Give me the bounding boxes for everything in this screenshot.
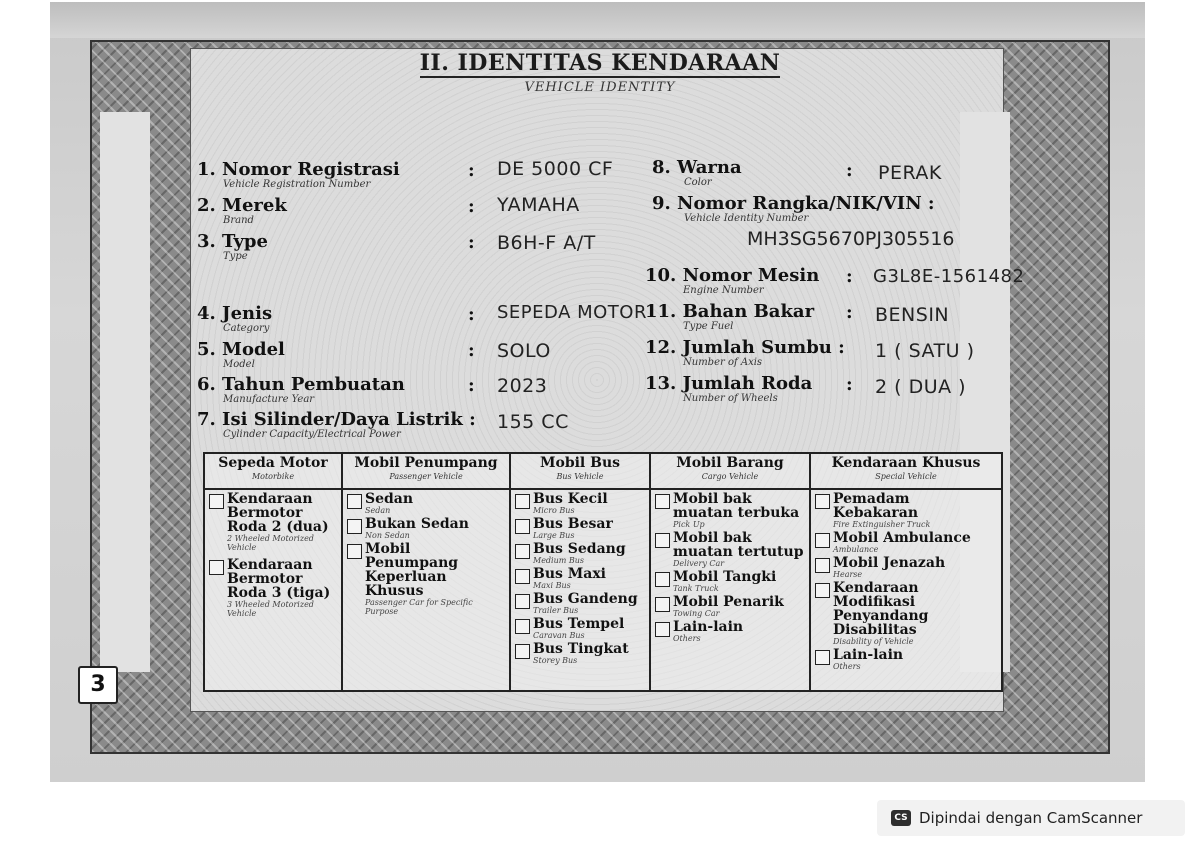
camscanner-text: Dipindai dengan CamScanner bbox=[919, 809, 1143, 827]
registration-value: DE 5000 CF bbox=[497, 158, 614, 180]
colon: : bbox=[846, 302, 853, 323]
model-value: SOLO bbox=[497, 340, 551, 362]
field-label: 2. Merek bbox=[197, 195, 287, 216]
options-motorbike bbox=[204, 489, 342, 691]
camscanner-icon: CS bbox=[891, 810, 911, 826]
field-color bbox=[652, 158, 742, 188]
option-item: Lain-lain Others bbox=[815, 648, 997, 671]
field-label-en: Cylinder Capacity/Electrical Power bbox=[223, 429, 401, 440]
colon: : bbox=[468, 340, 475, 361]
colon: : bbox=[468, 232, 475, 253]
checkbox[interactable] bbox=[209, 494, 224, 509]
option-item: Mobil Penumpang Keperluan Khusus Passenger Car for Specific Purpose bbox=[347, 542, 505, 616]
page-subtitle: VEHICLE IDENTITY bbox=[524, 80, 676, 95]
vin-value: MH3SG5670PJ305516 bbox=[747, 228, 955, 250]
option-item: Mobil bak muatan tertutup Delivery Car bbox=[655, 531, 805, 568]
checkbox[interactable] bbox=[655, 597, 670, 612]
field-label-en: Type Fuel bbox=[683, 321, 734, 332]
colon: : bbox=[468, 196, 475, 217]
year-value: 2023 bbox=[497, 375, 548, 397]
colon: : bbox=[846, 374, 853, 395]
option-item: Mobil Ambulance Ambulance bbox=[815, 531, 997, 554]
checkbox[interactable] bbox=[815, 650, 830, 665]
field-model bbox=[197, 340, 285, 370]
options-passenger bbox=[342, 489, 510, 691]
colon: : bbox=[468, 160, 475, 181]
field-label: 5. Model bbox=[197, 339, 285, 360]
option-item: Bus Tempel Caravan Bus bbox=[515, 617, 645, 640]
colon: : bbox=[468, 375, 475, 396]
col-motorbike: Sepeda Motor Motorbike bbox=[204, 453, 342, 489]
field-wheels bbox=[645, 374, 812, 404]
field-label-en: Vehicle Identity Number bbox=[684, 213, 809, 224]
field-label-en: Number of Axis bbox=[683, 357, 763, 368]
field-label: 9. Nomor Rangka/NIK/VIN : bbox=[652, 193, 935, 214]
page-title: II. IDENTITAS KENDARAAN bbox=[419, 50, 781, 76]
frame-side-left bbox=[100, 112, 150, 672]
option-item: Bukan Sedan Non Sedan bbox=[347, 517, 505, 540]
field-label: 6. Tahun Pembuatan bbox=[197, 374, 405, 395]
checkbox[interactable] bbox=[515, 594, 530, 609]
checkbox[interactable] bbox=[655, 494, 670, 509]
field-label-en: Engine Number bbox=[683, 285, 764, 296]
field-label: 13. Jumlah Roda bbox=[645, 373, 813, 394]
field-label-en: Number of Wheels bbox=[683, 393, 778, 404]
fuel-value: BENSIN bbox=[875, 304, 950, 326]
colon: : bbox=[846, 160, 853, 181]
scan-edge bbox=[50, 2, 1145, 38]
checkbox[interactable] bbox=[515, 494, 530, 509]
field-vin bbox=[652, 194, 935, 224]
colon: : bbox=[468, 304, 475, 325]
option-item: Kendaraan Bermotor Roda 2 (dua) 2 Wheeled Motorized Vehicle bbox=[209, 492, 337, 552]
camscanner-watermark bbox=[877, 800, 1185, 836]
field-engine bbox=[645, 266, 819, 296]
field-label: 10. Nomor Mesin bbox=[645, 265, 820, 286]
option-item: Bus Maxi Maxi Bus bbox=[515, 567, 645, 590]
option-item: Bus Sedang Medium Bus bbox=[515, 542, 645, 565]
option-item: Bus Gandeng Trailer Bus bbox=[515, 592, 645, 615]
option-item: Mobil Jenazah Hearse bbox=[815, 556, 997, 579]
option-item: Bus Kecil Micro Bus bbox=[515, 492, 645, 515]
checkbox[interactable] bbox=[515, 544, 530, 559]
field-registration bbox=[197, 160, 400, 190]
field-brand bbox=[197, 196, 287, 226]
checkbox[interactable] bbox=[347, 519, 362, 534]
option-item: Bus Besar Large Bus bbox=[515, 517, 645, 540]
field-label: 8. Warna bbox=[652, 157, 742, 178]
category-header-row bbox=[204, 453, 1002, 489]
option-item: Kendaraan Modifikasi Penyandang Disabilitas Disability of Vehicle bbox=[815, 581, 997, 646]
checkbox[interactable] bbox=[655, 533, 670, 548]
checkbox[interactable] bbox=[515, 519, 530, 534]
col-bus: Mobil Bus Bus Vehicle bbox=[510, 453, 650, 489]
options-special bbox=[810, 489, 1002, 691]
field-type bbox=[197, 232, 268, 262]
options-bus bbox=[510, 489, 650, 691]
field-year bbox=[197, 375, 405, 405]
option-item: Pemadam Kebakaran Fire Extinguisher Truck bbox=[815, 492, 997, 529]
options-cargo bbox=[650, 489, 810, 691]
checkbox[interactable] bbox=[347, 494, 362, 509]
checkbox[interactable] bbox=[815, 494, 830, 509]
option-item: Kendaraan Bermotor Roda 3 (tiga) 3 Wheeled Motorized Vehicle bbox=[209, 558, 337, 618]
field-cylinder bbox=[197, 410, 476, 440]
field-label-en: Manufacture Year bbox=[223, 394, 315, 405]
col-special: Kendaraan Khusus Special Vehicle bbox=[810, 453, 1002, 489]
category-options-row bbox=[204, 489, 1002, 691]
checkbox[interactable] bbox=[515, 619, 530, 634]
axis-value: 1 ( SATU ) bbox=[875, 340, 975, 362]
field-label-en: Brand bbox=[223, 215, 254, 226]
field-label-en: Model bbox=[223, 359, 255, 370]
field-label-en: Category bbox=[223, 323, 270, 334]
checkbox[interactable] bbox=[655, 622, 670, 637]
field-axis bbox=[645, 338, 845, 368]
col-passenger: Mobil Penumpang Passenger Vehicle bbox=[342, 453, 510, 489]
option-item: Sedan Sedan bbox=[347, 492, 505, 515]
field-label-en: Vehicle Registration Number bbox=[223, 179, 371, 190]
col-cargo: Mobil Barang Cargo Vehicle bbox=[650, 453, 810, 489]
checkbox[interactable] bbox=[347, 544, 362, 559]
field-label: 12. Jumlah Sumbu : bbox=[645, 337, 845, 358]
checkbox[interactable] bbox=[515, 644, 530, 659]
vehicle-category-table bbox=[203, 452, 1003, 692]
field-label-en: Type bbox=[223, 251, 248, 262]
checkbox[interactable] bbox=[815, 533, 830, 548]
option-item: Mobil Tangki Tank Truck bbox=[655, 570, 805, 593]
field-label: 1. Nomor Registrasi bbox=[197, 159, 400, 180]
option-item: Bus Tingkat Storey Bus bbox=[515, 642, 645, 665]
type-value: B6H-F A/T bbox=[497, 232, 596, 254]
field-category bbox=[197, 304, 272, 334]
field-label: 11. Bahan Bakar bbox=[645, 301, 815, 322]
wheels-value: 2 ( DUA ) bbox=[875, 376, 967, 398]
checkbox[interactable] bbox=[655, 572, 670, 587]
page-number: 3 bbox=[78, 666, 118, 704]
checkbox[interactable] bbox=[515, 569, 530, 584]
cylinder-value: 155 CC bbox=[497, 411, 569, 433]
checkbox[interactable] bbox=[815, 583, 830, 598]
category-value: SEPEDA MOTOR bbox=[497, 302, 647, 323]
option-item: Mobil bak muatan terbuka Pick Up bbox=[655, 492, 805, 529]
field-fuel bbox=[645, 302, 814, 332]
color-value: PERAK bbox=[878, 162, 942, 184]
field-label: 7. Isi Silinder/Daya Listrik : bbox=[197, 409, 476, 430]
checkbox[interactable] bbox=[209, 560, 224, 575]
field-label-en: Color bbox=[684, 177, 712, 188]
option-item: Mobil Penarik Towing Car bbox=[655, 595, 805, 618]
brand-value: YAMAHA bbox=[497, 194, 580, 216]
colon: : bbox=[846, 266, 853, 287]
engine-value: G3L8E-1561482 bbox=[873, 266, 1025, 287]
field-label: 3. Type bbox=[197, 231, 268, 252]
option-item: Lain-lain Others bbox=[655, 620, 805, 643]
checkbox[interactable] bbox=[815, 558, 830, 573]
field-label: 4. Jenis bbox=[197, 303, 273, 324]
